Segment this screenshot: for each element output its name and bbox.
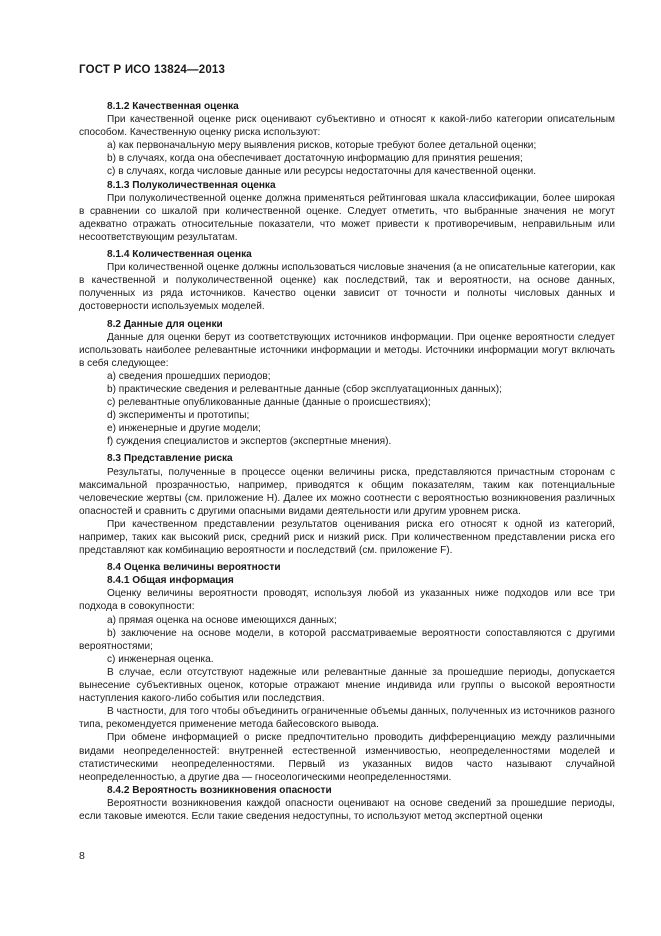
section-heading-8-4-1: 8.4.1 Общая информация	[107, 575, 234, 587]
page-body	[79, 100, 615, 823]
list-item: c) инженерная оценка.	[107, 653, 214, 665]
section-heading-8-3: 8.3 Представление риска	[107, 453, 233, 465]
list-item: f) суждения специалистов и экспертов (экспертные мнения).	[107, 436, 392, 448]
section-heading-8-4-2: 8.4.2 Вероятность возникновения опасности	[107, 784, 332, 796]
section-heading-8-1-3: 8.1.3 Полуколичественная оценка	[107, 179, 276, 191]
list-item: c) релевантные опубликованные данные (данные о происшествиях);	[107, 397, 431, 409]
list-item: d) эксперименты и прототипы;	[107, 410, 250, 422]
paragraph: Результаты, полученные в процессе оценки величины риска, представляются причастным сторонам с максимальной прозрачностью, например, приводятся к общим показателям, таким как потенциальные человеческие жертвы (см. приложение Н). Далее их можно соотнести с вероятностью возникновения различных опасностей и сравнить с другими опасными видами деятельности или другим уровнем риска.	[79, 466, 615, 517]
paragraph: При обмене информацией о риске предпочтительно проводить дифференциацию между различными видами неопределенностей: внутренней естественной изменчивостью, неопределенностями моделей и статистическими неопределенностями. Первый из указанных видов часто называют случайной неопределенностью, а другие два — гносеологическими неопределенностями.	[79, 732, 615, 783]
paragraph: В частности, для того чтобы объединить ограниченные объемы данных, полученных из источников разного типа, рекомендуется применение метода байесовского вывода.	[79, 706, 615, 731]
list-item: e) инженерные и другие модели;	[107, 423, 261, 435]
paragraph: При количественной оценке должны использоваться числовые значения (а не описательные категории, как в качественной и полуколичественной оценке) как последствий, так и вероятности, на основе данных, полученных из ряда источников. Качество оценки зависит от точности и полноты числовых данных и достоверности используемых моделей.	[79, 262, 615, 313]
list-item: b) заключение на основе модели, в которой рассматриваемые вероятности сопоставляются с другими вероятностями;	[79, 627, 615, 652]
paragraph: В случае, если отсутствуют надежные или релевантные данные за прошедшие периоды, допускается вынесение субъективных оценок, которые отражают мнение индивида или группы о высокой вероятности наступления какого-либо события или последствия.	[79, 666, 615, 705]
list-item: a) прямая оценка на основе имеющихся данных;	[107, 614, 337, 626]
list-item: a) как первоначальную меру выявления рисков, которые требуют более детальной оценки;	[107, 140, 537, 152]
paragraph: Вероятности возникновения каждой опасности оценивают на основе сведений за прошедшие периоды, если таковые имеются. Если такие сведения недоступны, то используют метод экспертной оценки	[79, 797, 615, 822]
list-item: c) в случаях, когда числовые данные или ресурсы недостаточны для качественной оценки.	[107, 166, 537, 178]
list-item: b) практические сведения и релевантные данные (сбор эксплуатационных данных);	[107, 383, 502, 395]
paragraph: Оценку величины вероятности проводят, используя любой из указанных ниже подходов или все три подхода в совокупности:	[79, 588, 615, 613]
section-heading-8-1-4: 8.1.4 Количественная оценка	[107, 249, 252, 261]
paragraph: Данные для оценки берут из соответствующих источников информации. При оценке вероятности следует использовать наиболее релевантные источники информации и методы. Источники информации могут включать в себя следующее:	[79, 331, 615, 369]
list-item: a) сведения прошедших периодов;	[107, 370, 271, 382]
list-item: b) в случаях, когда она обеспечивает достаточную информацию для принятия решения;	[107, 153, 523, 165]
paragraph: При полуколичественной оценке должна применяться рейтинговая шкала классификации, более широкая в сравнении со шкалой при количественной оценке. Следует отметить, что выбранные значения не могут адекватно отражать относительные показатели, что может привести к противоречивым, неправильным или несоответствующим результатам.	[79, 192, 615, 243]
section-heading-8-2: 8.2 Данные для оценки	[107, 318, 223, 330]
page-header: ГОСТ Р ИСО 13824—2013	[79, 64, 226, 76]
page-number: 8	[79, 850, 85, 862]
paragraph: При качественном представлении результатов оценивания риска его относят к одной из категорий, например, таких как высокий риск, средний риск и низкий риск. При количественном представлении риска его представляют как комбинацию вероятности и последствий (см. приложение F).	[79, 518, 615, 557]
section-heading-8-1-2: 8.1.2 Качественная оценка	[107, 101, 239, 112]
section-heading-8-4: 8.4 Оценка величины вероятности	[107, 562, 281, 574]
paragraph: При качественной оценке риск оценивают субъективно и относят к какой-либо категории описательным способом. Качественную оценку риска используют:	[79, 114, 615, 139]
